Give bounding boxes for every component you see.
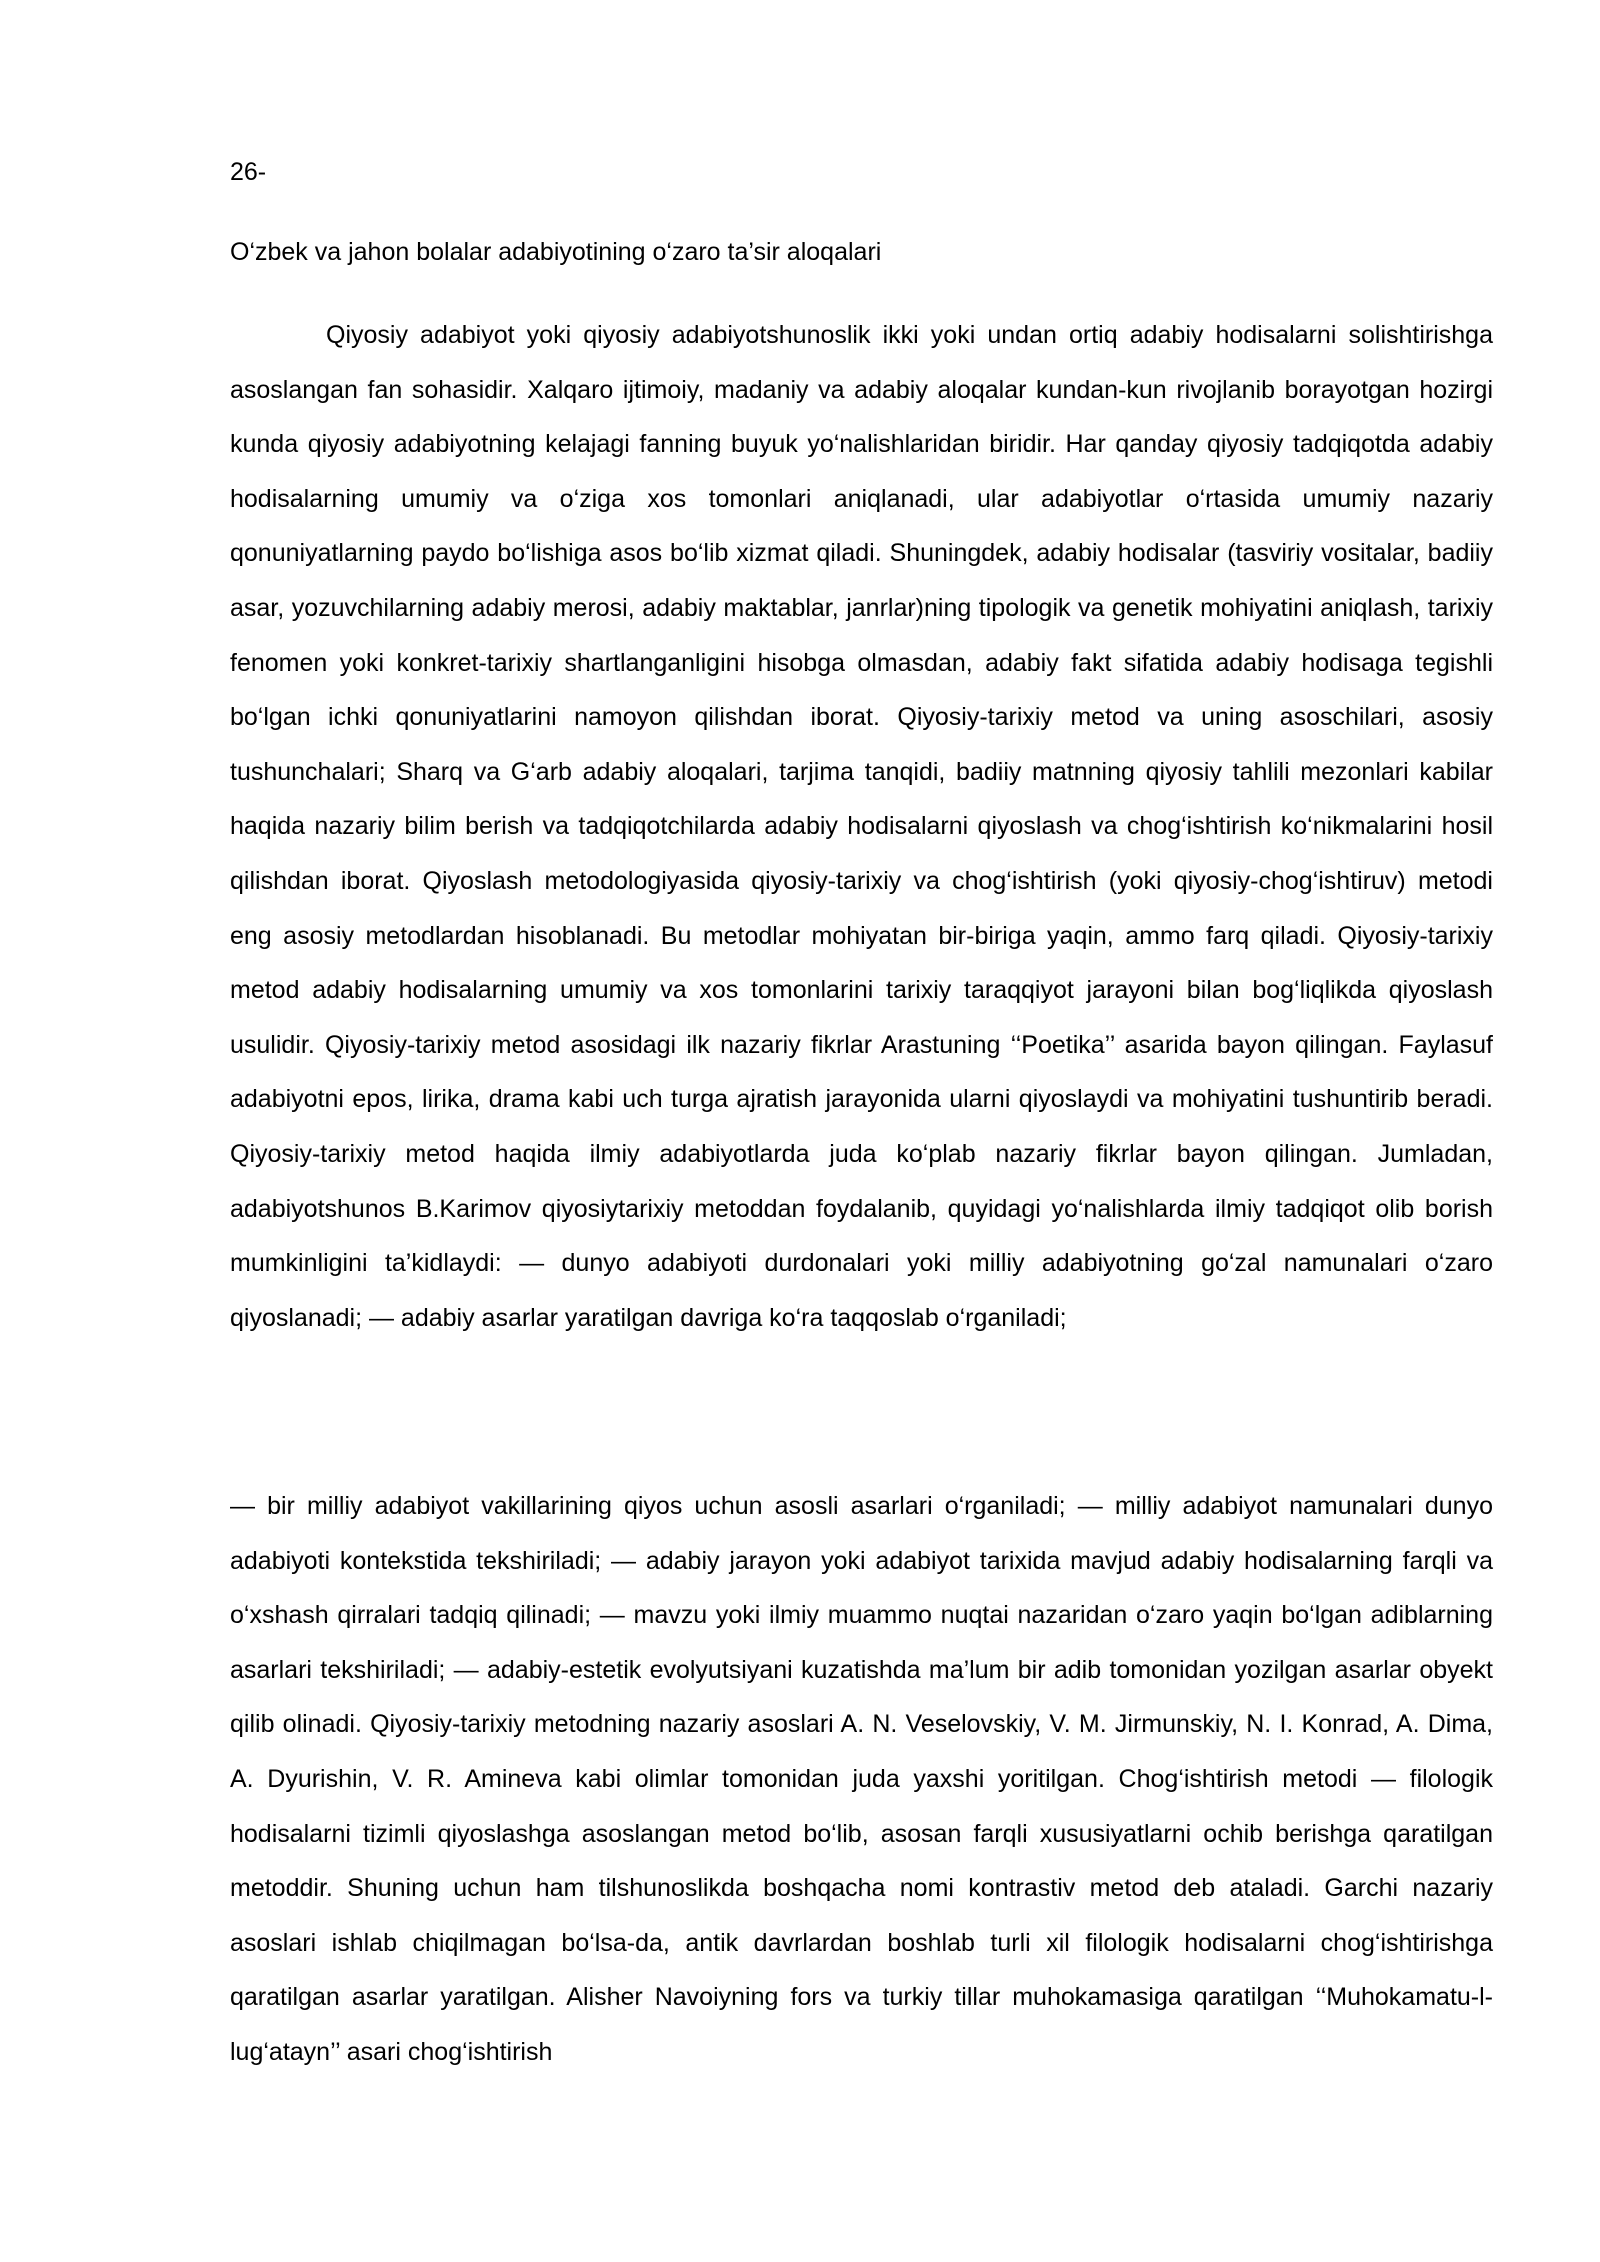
- body-paragraph-1: Qiyosiy adabiyot yoki qiyosiy adabiyotshunoslik ikki yoki undan ortiq adabiy hodisalarni solishtirishga asoslangan fan sohasidir. Xalqaro ijtimoiy, madaniy va adabiy aloqalar kundan-kun rivojlanib borayotgan hozirgi kunda qiyosiy adabiyotning kelajagi fanning buyuk yo‘nalishlaridan biridir. Har qanday qiyosiy tadqiqotda adabiy hodisalarning umumiy va o‘ziga xos tomonlari aniqlanadi, ular adabiyotlar o‘rtasida umumiy nazariy qonuniyatlarning paydo bo‘lishiga asos bo‘lib xizmat qiladi. Shuningdek, adabiy hodisalar (tasviriy vositalar, badiiy asar, yozuvchilarning adabiy merosi, adabiy maktablar, janrlar)ning tipologik va genetik mohiyatini aniqlash, tarixiy fenomen yoki konkret-tarixiy shartlanganligini hisobga olmasdan, adabiy fakt sifatida adabiy hodisaga tegishli bo‘lgan ichki qonuniyatlarini namoyon qilishdan iborat. Qiyosiy-tarixiy metod va uning asoschilari, asosiy tushunchalari; Sharq va G‘arb adabiy aloqalari, tarjima tanqidi, badiiy matnning qiyosiy tahlili mezonlari kabilar haqida nazariy bilim berish va tadqiqotchilarda adabiy hodisalarni qiyoslash va chog‘ishtirish ko‘nikmalarini hosil qilishdan iborat. Qiyoslash metodologiyasida qiyosiy-tarixiy va chog‘ishtirish (yoki qiyosiy-chog‘ishtiruv) metodi eng asosiy metodlardan hisoblanadi. Bu metodlar mohiyatan bir-biriga yaqin, ammo farq qiladi. Qiyosiy-tarixiy metod adabiy hodisalarning umumiy va xos tomonlarini tarixiy taraqqiyot jarayoni bilan bog‘liqlikda qiyoslash usulidir. Qiyosiy-tarixiy metod asosidagi ilk nazariy fikrlar Arastuning ‘‘Poetika’’ asarida bayon qilingan. Faylasuf adabiyotni epos, lirika, drama kabi uch turga ajratish jarayonida ularni qiyoslaydi va mohiyatini tushuntirib beradi. Qiyosiy-tarixiy metod haqida ilmiy adabiyotlarda juda ko‘plab nazariy fikrlar bayon qilingan. Jumladan, adabiyotshunos B.Karimov qiyosiytarixiy metoddan foydalanib, quyidagi yo‘nalishlarda ilmiy tadqiqot olib borish mumkinligini ta’kidlaydi: — dunyo adabiyoti durdonalari yoki milliy adabiyotning go‘zal namunalari o‘zaro qiyoslanadi; — adabiy asarlar yaratilgan davriga ko‘ra taqqoslab o‘rganiladi;: [230, 321, 1493, 1332]
- body-paragraph-2: — bir milliy adabiyot vakillarining qiyos uchun asosli asarlari o‘rganiladi; — milliy adabiyot namunalari dunyo adabiyoti kontekstida tekshiriladi; — adabiy jarayon yoki adabiyot tarixida mavjud adabiy hodisalarning farqli va o‘xshash qirralari tadqiq qilinadi; — mavzu yoki ilmiy muammo nuqtai nazaridan o‘zaro yaqin bo‘lgan adiblarning asarlari tekshiriladi; — adabiy-estetik evolyutsiyani kuzatishda ma’lum bir adib tomonidan yozilgan asarlar obyekt qilib olinadi. Qiyosiy-tarixiy metodning nazariy asoslari A. N. Veselovskiy, V. M. Jirmunskiy, N. I. Konrad, A. Dima, A. Dyurishin, V. R. Amineva kabi olimlar tomonidan juda yaxshi yoritilgan. Chog‘ishtirish metodi — filologik hodisalarni tizimli qiyoslashga asoslangan metod bo‘lib, asosan farqli xususiyatlarni ochib berishga qaratilgan metoddir. Shuning uchun ham tilshunoslikda boshqacha nomi kontrastiv metod deb ataladi. Garchi nazariy asoslari ishlab chiqilmagan bo‘lsa-da, antik davrlardan boshlab turli xil filologik hodisalarni chog‘ishtirishga qaratilgan asarlar yaratilgan. Alisher Navoiyning fors va turkiy tillar muhokamasiga qaratilgan ‘‘Muhokamatu-l-lug‘atayn’’ asari chog‘ishtirish: [230, 1492, 1493, 2066]
- page-number: 26-: [230, 158, 267, 186]
- document-title: O‘zbek va jahon bolalar adabiyotining o‘zaro ta’sir aloqalari: [230, 238, 882, 266]
